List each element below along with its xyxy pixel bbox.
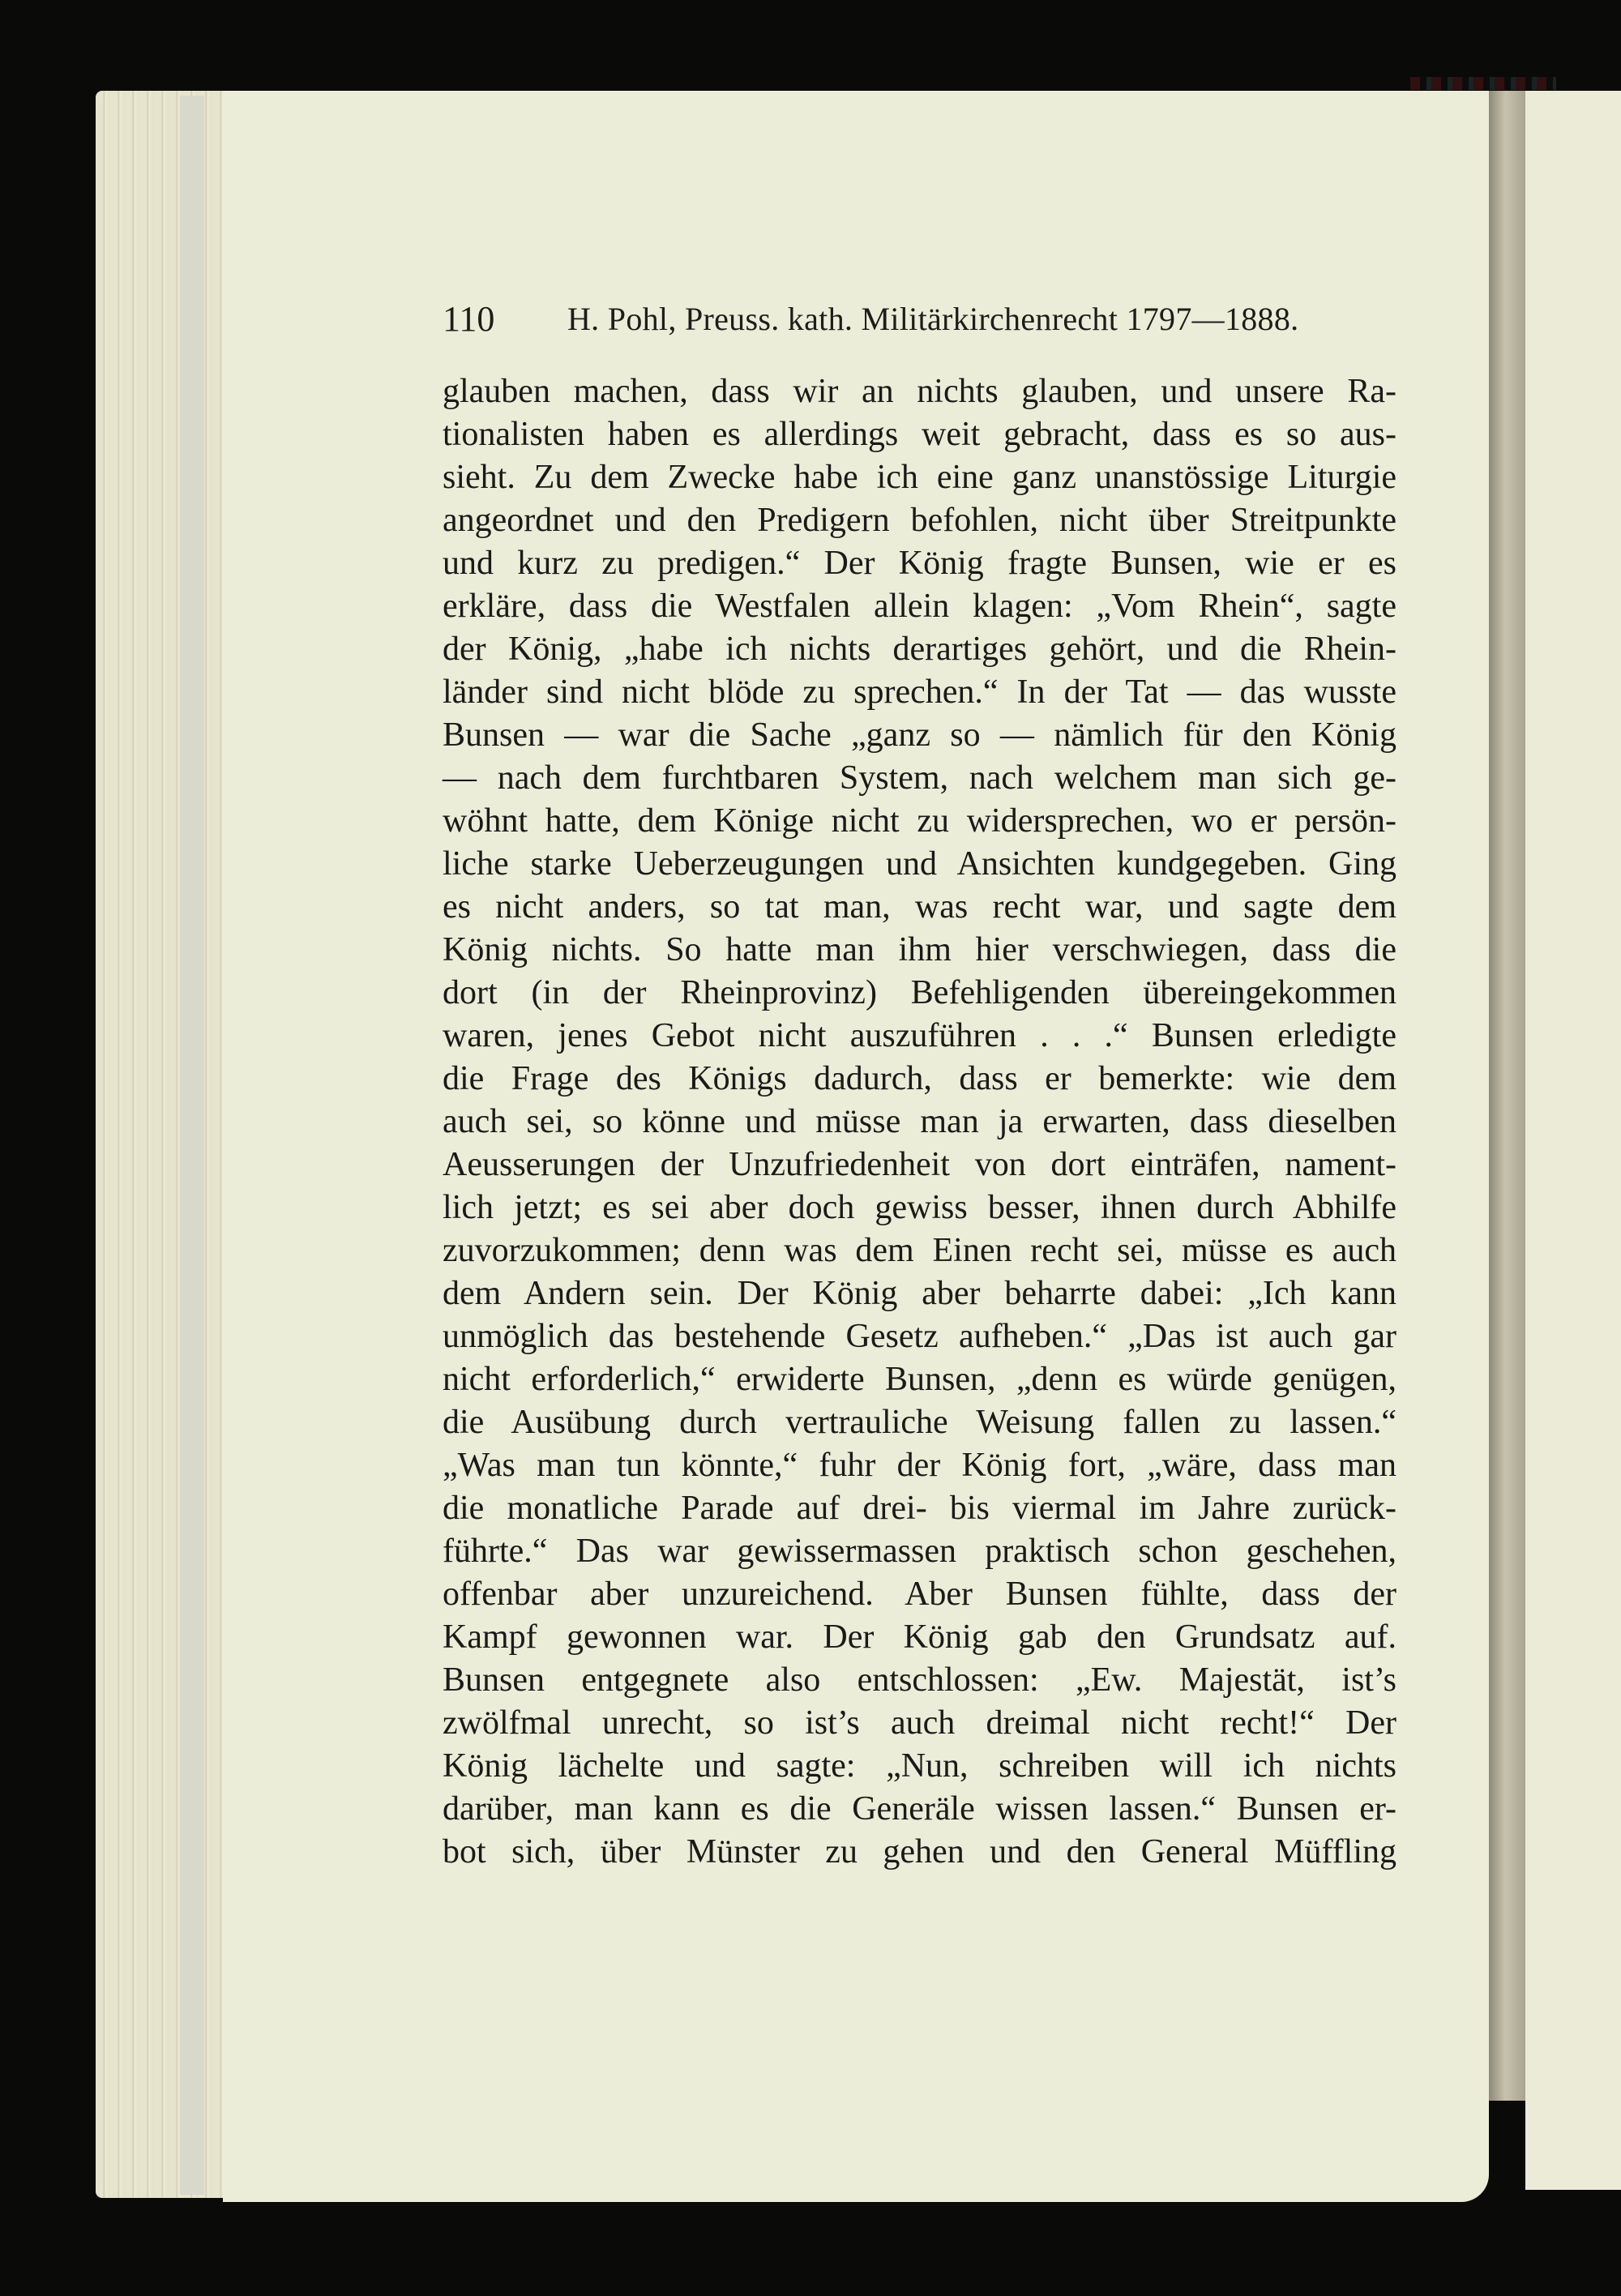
text-line: führte.“ Das war gewissermassen praktisch schon geschehen, — [443, 1533, 1396, 1570]
text-line: dem Andern sein. Der König aber beharrte dabei: „Ich kann — [443, 1275, 1396, 1312]
text-line: Aeusserungen der Unzufriedenheit von dort einträfen, nament- — [443, 1146, 1396, 1183]
text-line: der König, „habe ich nichts derartiges gehört, und die Rhein- — [443, 631, 1396, 668]
text-line: waren, jenes Gebot nicht auszuführen . . .“ Bunsen erledigte — [443, 1017, 1396, 1054]
text-line: König nichts. So hatte man ihm hier verschwiegen, dass die — [443, 931, 1396, 968]
page-stack-gap — [180, 96, 204, 2195]
text-line: Bunsen entgegnete also entschlossen: „Ew. Majestät, ist’s — [443, 1661, 1396, 1699]
book-gutter — [1489, 91, 1525, 2101]
text-line: König lächelte und sagte: „Nun, schreiben will ich nichts — [443, 1747, 1396, 1785]
text-line: — nach dem furchtbaren System, nach welchem man sich ge- — [443, 759, 1396, 797]
text-line: und kurz zu predigen.“ Der König fragte Bunsen, wie er es — [443, 545, 1396, 582]
text-line: zuvorzukommen; denn was dem Einen recht sei, müsse es auch — [443, 1232, 1396, 1269]
text-line: es nicht anders, so tat man, was recht war, und sagte dem — [443, 888, 1396, 926]
text-line: nicht erforderlich,“ erwiderte Bunsen, „denn es würde genügen, — [443, 1361, 1396, 1398]
running-header — [443, 297, 1302, 340]
text-line: Kampf gewonnen war. Der König gab den Grundsatz auf. — [443, 1618, 1396, 1656]
text-line: Bunsen — war die Sache „ganz so — nämlich für den König — [443, 716, 1396, 754]
text-line: tionalisten haben es allerdings weit gebracht, dass es so aus- — [443, 416, 1396, 453]
text-line: glauben machen, dass wir an nichts glauben, und unsere Ra- — [443, 373, 1396, 410]
facing-page-edge — [1525, 91, 1621, 2190]
page-stack-edges — [96, 91, 233, 2198]
text-line: die Frage des Königs dadurch, dass er bemerkte: wie dem — [443, 1060, 1396, 1097]
text-line: zwölfmal unrecht, so ist’s auch dreimal nicht recht!“ Der — [443, 1704, 1396, 1742]
running-title: H. Pohl, Preuss. kath. Militärkirchenrecht 1797—1888. — [567, 301, 1299, 337]
text-line: die Ausübung durch vertrauliche Weisung fallen zu lassen.“ — [443, 1404, 1396, 1441]
text-line: dort (in der Rheinprovinz) Befehligenden übereingekommen — [443, 974, 1396, 1011]
text-line: „Was man tun könnte,“ fuhr der König fort, „wäre, dass man — [443, 1447, 1396, 1484]
text-line: länder sind nicht blöde zu sprechen.“ In der Tat — das wusste — [443, 673, 1396, 711]
text-line: erkläre, dass die Westfalen allein klagen: „Vom Rhein“, sagte — [443, 588, 1396, 625]
book-headband — [1410, 77, 1556, 90]
text-line: liche starke Ueberzeugungen und Ansichten kundgegeben. Ging — [443, 845, 1396, 883]
text-line: auch sei, so könne und müsse man ja erwarten, dass dieselben — [443, 1103, 1396, 1140]
body-text — [443, 370, 1396, 1874]
text-line: sieht. Zu dem Zwecke habe ich eine ganz unanstössige Liturgie — [443, 459, 1396, 496]
text-line: unmöglich das bestehende Gesetz aufheben.“ „Das ist auch gar — [443, 1318, 1396, 1355]
text-line: bot sich, über Münster zu gehen und den General Müffling — [443, 1833, 1396, 1871]
text-line: darüber, man kann es die Generäle wissen lassen.“ Bunsen er- — [443, 1790, 1396, 1828]
text-line: angeordnet und den Predigern befohlen, nicht über Streitpunkte — [443, 502, 1396, 539]
text-line: die monatliche Parade auf drei- bis viermal im Jahre zurück- — [443, 1490, 1396, 1527]
page-number: 110 — [443, 299, 495, 339]
text-line: offenbar aber unzureichend. Aber Bunsen fühlte, dass der — [443, 1576, 1396, 1613]
text-line: lich jetzt; es sei aber doch gewiss besser, ihnen durch Abhilfe — [443, 1189, 1396, 1226]
text-line: wöhnt hatte, dem Könige nicht zu widersprechen, wo er persön- — [443, 802, 1396, 840]
